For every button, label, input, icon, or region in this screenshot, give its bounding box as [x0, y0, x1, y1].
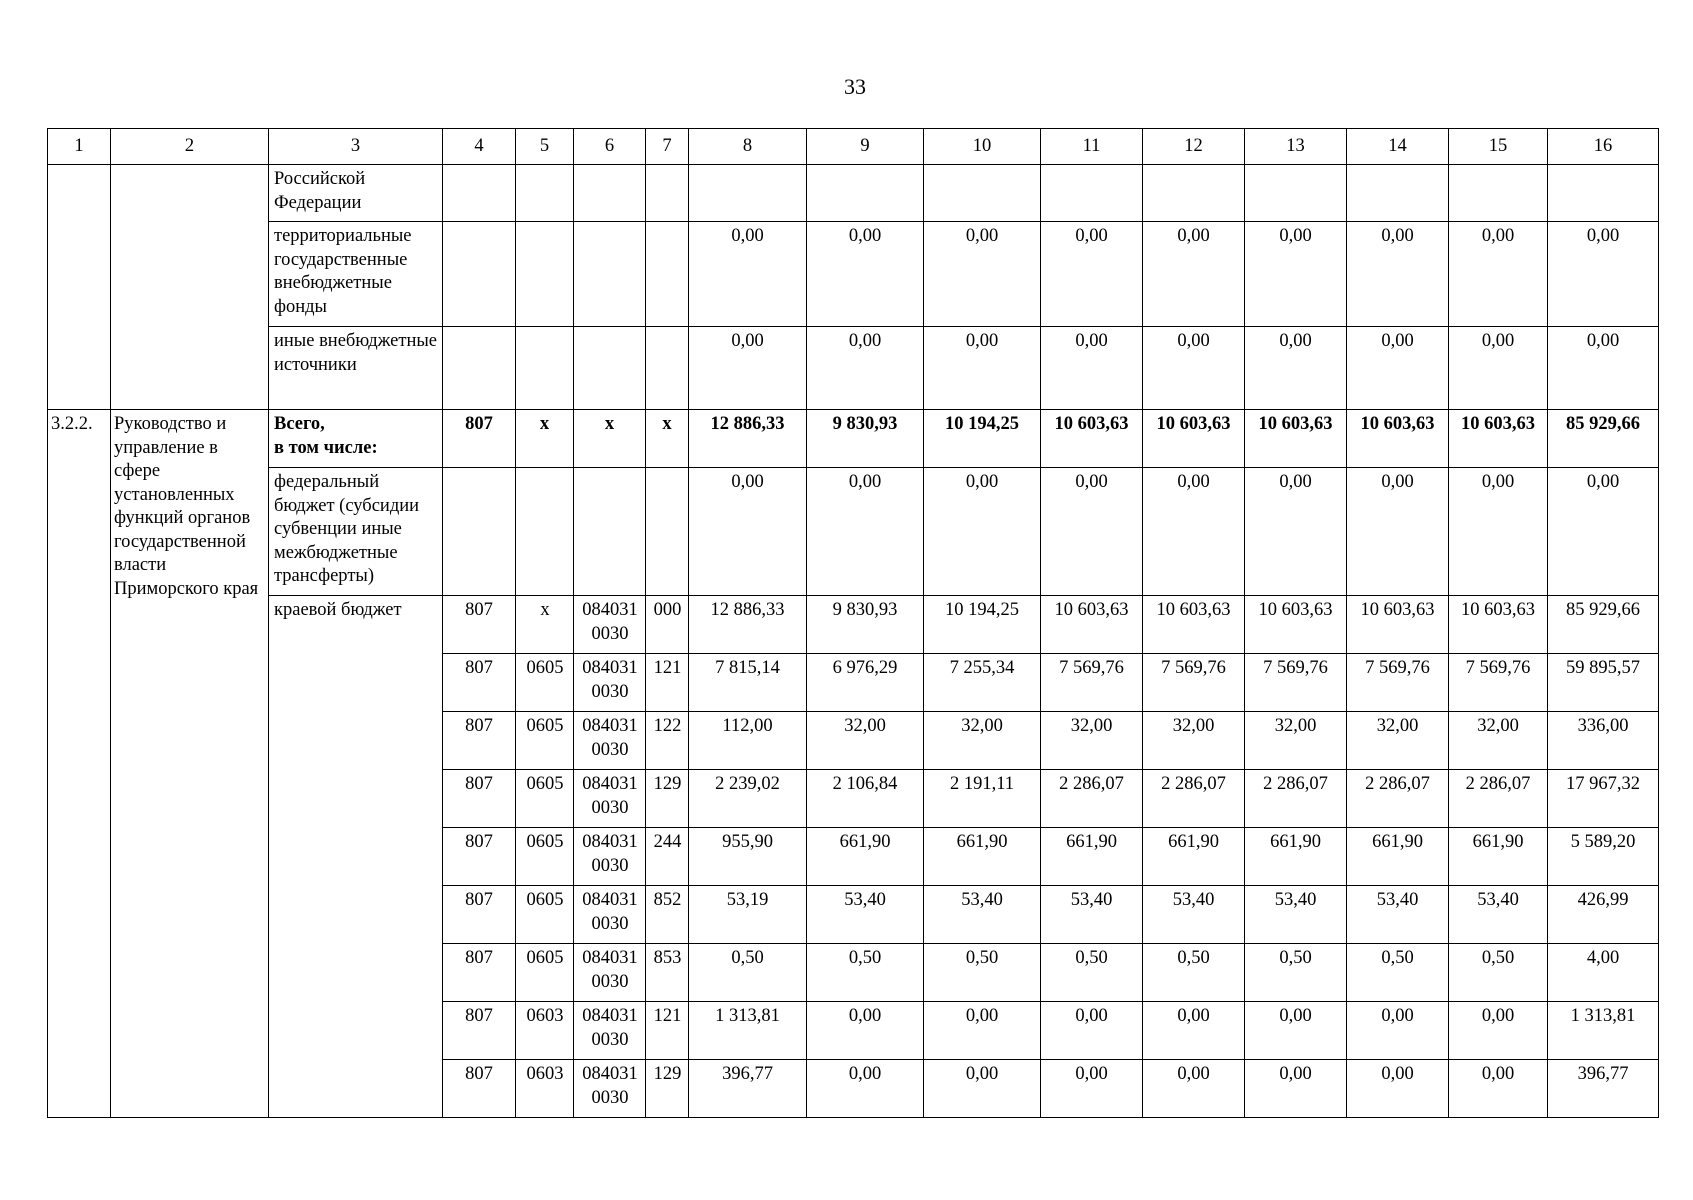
value-cell: 0,00 — [1143, 327, 1245, 410]
code-cell: 807 — [443, 944, 516, 1002]
code-line: 0030 — [591, 855, 629, 876]
column-number-header: 13 — [1245, 129, 1347, 165]
column-number-header: 9 — [807, 129, 924, 165]
code-line: 084031 — [582, 600, 638, 620]
value-cell: 10 603,63 — [1449, 410, 1548, 468]
code-line: 0030 — [591, 623, 629, 644]
value-cell: 661,90 — [1347, 828, 1449, 886]
column-number-header: 11 — [1041, 129, 1143, 165]
value-cell: 0,00 — [807, 222, 924, 327]
code-line: 084031 — [582, 1006, 638, 1026]
code-cell: 129 — [646, 1060, 689, 1118]
code-cell: 807 — [443, 1002, 516, 1060]
code-cell — [574, 944, 646, 1002]
value-cell: 10 603,63 — [1245, 596, 1347, 654]
value-cell: 0,00 — [807, 1002, 924, 1060]
code-cell: 0605 — [516, 828, 574, 886]
value-cell: 2 286,07 — [1041, 770, 1143, 828]
value-cell: 2 191,11 — [924, 770, 1041, 828]
item-number: 3.2.2. — [48, 410, 111, 1118]
value-cell: 7 569,76 — [1245, 654, 1347, 712]
value-cell: 0,00 — [924, 1002, 1041, 1060]
value-cell: 53,40 — [1449, 886, 1548, 944]
code-line: 084031 — [582, 948, 638, 968]
value-cell: 7 569,76 — [1041, 654, 1143, 712]
column-number-header: 6 — [574, 129, 646, 165]
value-cell: 32,00 — [924, 712, 1041, 770]
column-number-header: 5 — [516, 129, 574, 165]
value-cell: 0,00 — [1347, 327, 1449, 410]
value-cell: 2 286,07 — [1245, 770, 1347, 828]
code-cell: 0605 — [516, 886, 574, 944]
value-cell: 0,00 — [1143, 222, 1245, 327]
value-cell: 0,00 — [1449, 468, 1548, 596]
value-cell: 85 929,66 — [1548, 596, 1659, 654]
code-cell — [574, 770, 646, 828]
item-name: Руководство и управление в сфере установленных функций органов государственной власти Приморского края — [111, 410, 269, 1118]
column-number-header: 12 — [1143, 129, 1245, 165]
value-cell: 0,00 — [1449, 1060, 1548, 1118]
total-line-1: Всего, — [274, 414, 325, 434]
code-cell: 807 — [443, 712, 516, 770]
value-cell: 1 313,81 — [1548, 1002, 1659, 1060]
column-number-header: 14 — [1347, 129, 1449, 165]
value-cell: 0,00 — [807, 468, 924, 596]
value-cell: 112,00 — [689, 712, 807, 770]
value-cell: 0,50 — [1449, 944, 1548, 1002]
value-cell: 0,00 — [1245, 327, 1347, 410]
table-row-territorial — [48, 222, 1659, 327]
code-cell — [574, 1060, 646, 1118]
value-cell: 10 194,25 — [924, 410, 1041, 468]
code-line: 084031 — [582, 890, 638, 910]
value-cell: 32,00 — [1449, 712, 1548, 770]
column-number-header: 10 — [924, 129, 1041, 165]
value-cell: 0,00 — [924, 327, 1041, 410]
value-cell: 2 286,07 — [1347, 770, 1449, 828]
source-label-total — [269, 410, 443, 468]
code-cell: 807 — [443, 596, 516, 654]
column-number-row — [48, 129, 1659, 165]
value-cell: 7 815,14 — [689, 654, 807, 712]
value-cell: 0,50 — [924, 944, 1041, 1002]
value-cell: 0,00 — [1548, 468, 1659, 596]
value-cell: 10 603,63 — [1449, 596, 1548, 654]
code-line: 084031 — [582, 1064, 638, 1084]
value-cell: 10 603,63 — [1347, 596, 1449, 654]
value-cell: 53,40 — [1347, 886, 1449, 944]
page-number: 33 — [844, 74, 866, 99]
value-cell: 0,00 — [1347, 1002, 1449, 1060]
code-cell: 807 — [443, 1060, 516, 1118]
value-cell: 10 603,63 — [1143, 410, 1245, 468]
value-cell: 2 239,02 — [689, 770, 807, 828]
value-cell: 0,50 — [1143, 944, 1245, 1002]
value-cell: 0,50 — [1347, 944, 1449, 1002]
value-cell: 59 895,57 — [1548, 654, 1659, 712]
code-cell: 0605 — [516, 944, 574, 1002]
code-line: 0030 — [591, 971, 629, 992]
value-cell: 53,40 — [1245, 886, 1347, 944]
value-cell: 0,50 — [1041, 944, 1143, 1002]
source-label: Российской Федерации — [269, 165, 443, 222]
value-cell: 12 886,33 — [689, 410, 807, 468]
code-cell: 807 — [443, 654, 516, 712]
value-cell: 32,00 — [1245, 712, 1347, 770]
value-cell: 53,40 — [924, 886, 1041, 944]
value-cell: 7 569,76 — [1347, 654, 1449, 712]
code-cell — [574, 1002, 646, 1060]
code-line: 084031 — [582, 658, 638, 678]
value-cell: 0,00 — [1449, 1002, 1548, 1060]
value-cell: 7 569,76 — [1143, 654, 1245, 712]
value-cell: 0,00 — [1548, 327, 1659, 410]
table-row-total — [48, 410, 1659, 468]
value-cell: 0,00 — [1347, 222, 1449, 327]
value-cell: 5 589,20 — [1548, 828, 1659, 886]
budget-table — [47, 128, 1659, 1118]
value-cell: 2 106,84 — [807, 770, 924, 828]
value-cell: 0,00 — [1143, 1002, 1245, 1060]
value-cell: 32,00 — [1143, 712, 1245, 770]
value-cell: 396,77 — [689, 1060, 807, 1118]
value-cell: 10 603,63 — [1143, 596, 1245, 654]
value-cell: 661,90 — [924, 828, 1041, 886]
value-cell: 0,00 — [689, 222, 807, 327]
value-cell: 661,90 — [807, 828, 924, 886]
code-cell: 0605 — [516, 770, 574, 828]
value-cell: 4,00 — [1548, 944, 1659, 1002]
value-cell: 0,00 — [1449, 327, 1548, 410]
value-cell: 53,40 — [1143, 886, 1245, 944]
table-row-regional — [48, 596, 1659, 654]
value-cell: 0,00 — [1245, 468, 1347, 596]
value-cell: 0,00 — [1347, 1060, 1449, 1118]
value-cell: 0,00 — [1041, 1002, 1143, 1060]
value-cell: 53,40 — [807, 886, 924, 944]
value-cell: 2 286,07 — [1449, 770, 1548, 828]
value-cell: 0,00 — [924, 222, 1041, 327]
total-line-2: в том числе: — [274, 437, 378, 458]
code-cell: 853 — [646, 944, 689, 1002]
value-cell: 661,90 — [1143, 828, 1245, 886]
value-cell: 0,00 — [1245, 1002, 1347, 1060]
code-line: 0030 — [591, 739, 629, 760]
code-cell: 121 — [646, 1002, 689, 1060]
value-cell: 0,00 — [1041, 468, 1143, 596]
code-cell — [574, 886, 646, 944]
value-cell: 0,00 — [807, 1060, 924, 1118]
value-cell: 1 313,81 — [689, 1002, 807, 1060]
value-cell: 0,00 — [689, 468, 807, 596]
value-cell: 6 976,29 — [807, 654, 924, 712]
cell-blank — [111, 165, 269, 410]
code-line: 0030 — [591, 681, 629, 702]
value-cell: 12 886,33 — [689, 596, 807, 654]
value-cell: 0,00 — [1143, 468, 1245, 596]
value-cell: 10 603,63 — [1041, 596, 1143, 654]
value-cell: 0,00 — [1245, 1060, 1347, 1118]
value-cell: 0,50 — [689, 944, 807, 1002]
code-line: 084031 — [582, 716, 638, 736]
value-cell: 2 286,07 — [1143, 770, 1245, 828]
code-cell: 807 — [443, 886, 516, 944]
column-number-header: 3 — [269, 129, 443, 165]
source-label: федеральный бюджет (субсидии субвенции иные межбюджетные трансферты) — [269, 468, 443, 596]
value-cell: 9 830,93 — [807, 596, 924, 654]
source-label: иные внебюджетные источники — [269, 327, 443, 410]
code-cell: 129 — [646, 770, 689, 828]
code-cell: 122 — [646, 712, 689, 770]
code-cell: 0605 — [516, 712, 574, 770]
value-cell: 426,99 — [1548, 886, 1659, 944]
value-cell: 336,00 — [1548, 712, 1659, 770]
value-cell: 53,19 — [689, 886, 807, 944]
value-cell: 661,90 — [1041, 828, 1143, 886]
value-cell: 17 967,32 — [1548, 770, 1659, 828]
value-cell: 7 255,34 — [924, 654, 1041, 712]
value-cell: 0,00 — [1143, 1060, 1245, 1118]
code-cell: 852 — [646, 886, 689, 944]
column-number-header: 15 — [1449, 129, 1548, 165]
value-cell: 0,00 — [924, 1060, 1041, 1118]
value-cell: 32,00 — [1041, 712, 1143, 770]
code-cell: 000 — [646, 596, 689, 654]
code-cell — [574, 654, 646, 712]
code-cell: x — [646, 410, 689, 468]
value-cell: 0,00 — [1449, 222, 1548, 327]
code-line: 084031 — [582, 774, 638, 794]
value-cell: 0,50 — [807, 944, 924, 1002]
value-cell: 53,40 — [1041, 886, 1143, 944]
column-number-header: 8 — [689, 129, 807, 165]
value-cell: 661,90 — [1449, 828, 1548, 886]
value-cell: 0,00 — [1245, 222, 1347, 327]
code-cell: x — [516, 410, 574, 468]
value-cell: 7 569,76 — [1449, 654, 1548, 712]
code-cell: 244 — [646, 828, 689, 886]
code-cell: 0605 — [516, 654, 574, 712]
column-number-header: 1 — [48, 129, 111, 165]
value-cell: 0,00 — [689, 327, 807, 410]
source-label: краевой бюджет — [269, 596, 443, 1118]
value-cell: 661,90 — [1245, 828, 1347, 886]
cell-blank — [48, 165, 111, 410]
code-cell: 121 — [646, 654, 689, 712]
code-cell — [574, 712, 646, 770]
code-cell — [574, 596, 646, 654]
column-number-header: 4 — [443, 129, 516, 165]
source-label: территориальные государственные внебюджетные фонды — [269, 222, 443, 327]
code-cell: 807 — [443, 770, 516, 828]
value-cell: 10 603,63 — [1041, 410, 1143, 468]
column-number-header: 16 — [1548, 129, 1659, 165]
value-cell: 10 603,63 — [1245, 410, 1347, 468]
code-cell: x — [516, 596, 574, 654]
code-line: 084031 — [582, 832, 638, 852]
value-cell: 0,00 — [924, 468, 1041, 596]
value-cell: 0,00 — [1041, 1060, 1143, 1118]
column-number-header: 2 — [111, 129, 269, 165]
value-cell: 32,00 — [807, 712, 924, 770]
value-cell: 9 830,93 — [807, 410, 924, 468]
code-line: 0030 — [591, 797, 629, 818]
code-cell: 807 — [443, 828, 516, 886]
table-row-rf — [48, 165, 1659, 222]
code-cell: 807 — [443, 410, 516, 468]
table-row-other — [48, 327, 1659, 410]
value-cell: 0,00 — [807, 327, 924, 410]
value-cell: 85 929,66 — [1548, 410, 1659, 468]
value-cell: 32,00 — [1347, 712, 1449, 770]
value-cell: 10 603,63 — [1347, 410, 1449, 468]
code-line: 0030 — [591, 1029, 629, 1050]
code-cell: x — [574, 410, 646, 468]
value-cell: 0,00 — [1548, 222, 1659, 327]
value-cell: 0,00 — [1041, 222, 1143, 327]
value-cell: 0,00 — [1347, 468, 1449, 596]
column-number-header: 7 — [646, 129, 689, 165]
table-row-federal — [48, 468, 1659, 596]
code-cell: 0603 — [516, 1002, 574, 1060]
code-line: 0030 — [591, 913, 629, 934]
value-cell: 0,50 — [1245, 944, 1347, 1002]
value-cell: 10 194,25 — [924, 596, 1041, 654]
value-cell: 396,77 — [1548, 1060, 1659, 1118]
value-cell: 955,90 — [689, 828, 807, 886]
code-line: 0030 — [591, 1087, 629, 1108]
value-cell: 0,00 — [1041, 327, 1143, 410]
code-cell: 0603 — [516, 1060, 574, 1118]
code-cell — [574, 828, 646, 886]
